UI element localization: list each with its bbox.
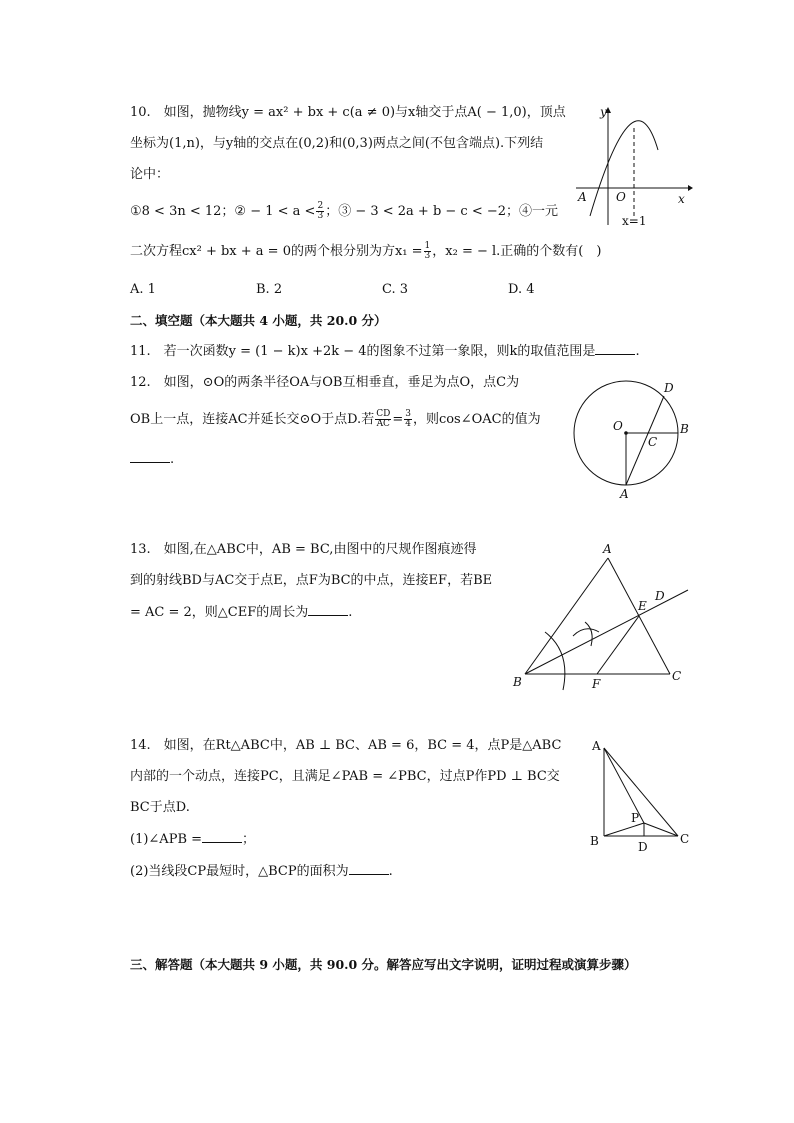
label-e: E: [638, 599, 647, 613]
q14-line1: 14. 如图，在Rt△ABC中，AB ⊥ BC、AB = 6，BC = 4，点P是△ABC: [130, 738, 562, 753]
label-d: D: [655, 589, 665, 603]
label-p: P: [631, 811, 640, 825]
symmetry-axis-label: x=1: [622, 214, 647, 228]
q10-line5: 二次方程cx² + bx + a = 0的两个根分别为方x₁ = $\frac{1}{3}$ ，x₂ = − l.正确的个数有( ): [130, 241, 602, 261]
fraction: $\frac{CD}{AC}$: [376, 409, 391, 429]
q13-line1: 13. 如图,在△ABC中，AB = BC,由图中的尺规作图痕迹得: [130, 542, 477, 557]
y-axis-label: y: [600, 105, 607, 119]
construction-arc-small-1: [573, 629, 599, 636]
q10-option-a: A. 1: [130, 282, 156, 297]
label-b: B: [680, 422, 689, 436]
section-3-heading: 三、解答题（本大题共 9 小题，共 90.0 分。解答应写出文字说明，证明过程或演算步骤）: [130, 957, 637, 972]
label-c: C: [672, 669, 682, 683]
label-d: D: [638, 840, 648, 854]
fraction: $\frac{2}{3}$: [317, 201, 324, 221]
label-o: O: [613, 419, 623, 433]
label-b: B: [513, 675, 522, 689]
point-a-label: A: [578, 190, 587, 204]
q10-parabola-figure: [572, 100, 696, 230]
q11-text: 11. 若一次函数y = (1 − k)x +2k − 4的图象不过第一象限，则k的取值范围是 .: [130, 344, 640, 359]
q13-line3: = AC = 2，则△CEF的周长为 .: [130, 605, 353, 620]
q10-line2: 坐标为(1,n)，与y轴的交点在(0,2)和(0,3)两点之间(不包含端点).下列结: [130, 136, 544, 151]
label-a: A: [592, 739, 601, 753]
side-ac: [604, 748, 678, 836]
label-b: B: [590, 834, 599, 848]
label-c: C: [648, 435, 658, 449]
q12-line2: OB上一点，连接AC并延长交⊙O于点D.若 $\frac{CD}{AC}$ = $\frac{3}{4}$ ，则cos∠OAC的值为: [130, 409, 541, 429]
fraction: $\frac{1}{3}$: [424, 241, 431, 261]
q12-circle-figure: [570, 378, 695, 508]
x-axis-label: x: [678, 192, 685, 206]
segment-ef: [597, 616, 639, 674]
center-point: [624, 431, 628, 435]
label-f: F: [592, 677, 601, 691]
q14-line4: (1)∠APB = ；: [130, 832, 256, 847]
section-2-heading: 二、填空题（本大题共 4 小题，共 20.0 分）: [130, 313, 387, 328]
q13-line2: 到的射线BD与AC交于点E，点F为BC的中点，连接EF，若BE: [130, 573, 493, 588]
q14-line2: 内部的一个动点，连接PC，且满足∠PAB = ∠PBC，过点P作PD ⊥ BC交: [130, 769, 560, 784]
q10-option-b: B. 2: [256, 282, 283, 297]
fraction: $\frac{3}{4}$: [405, 409, 411, 429]
label-d: D: [664, 381, 674, 395]
q13-triangle-figure: [505, 540, 695, 692]
q10-line4: ①8 < 3n < 12；② − 1 < a < $\frac{2}{3}$ ；③ − 3 < 2a + b − c < −2；④一元: [130, 201, 559, 221]
answer-blank: [202, 830, 242, 843]
construction-arc-large: [545, 632, 565, 690]
answer-blank: [349, 862, 389, 875]
answer-blank: [595, 342, 635, 355]
chord-ad: [626, 396, 664, 485]
q10-option-c: C. 3: [382, 282, 409, 297]
answer-blank: [308, 603, 348, 616]
q14-line5: (2)当线段CP最短时，△BCP的面积为 .: [130, 864, 393, 879]
origin-label: O: [616, 190, 626, 204]
q10-option-d: D. 4: [508, 282, 535, 297]
q14-right-triangle-figure: [586, 736, 696, 856]
q14-line3: BC于点D.: [130, 800, 190, 815]
q12-line1: 12. 如图，⊙O的两条半径OA与OB互相垂直，垂足为点O，点C为: [130, 375, 520, 390]
x-axis-arrow: [688, 185, 693, 191]
label-c: C: [680, 832, 690, 846]
q10-line1: 10. 如图，抛物线y = ax² + bx + c(a ≠ 0)与x轴交于点A( − 1,0)，顶点: [130, 105, 566, 120]
q12-line3: .: [130, 450, 174, 469]
q10-line3: 论中：: [130, 167, 170, 182]
answer-blank: [130, 450, 170, 463]
side-ab: [525, 558, 608, 674]
label-a: A: [603, 542, 612, 556]
label-a: A: [620, 487, 629, 501]
